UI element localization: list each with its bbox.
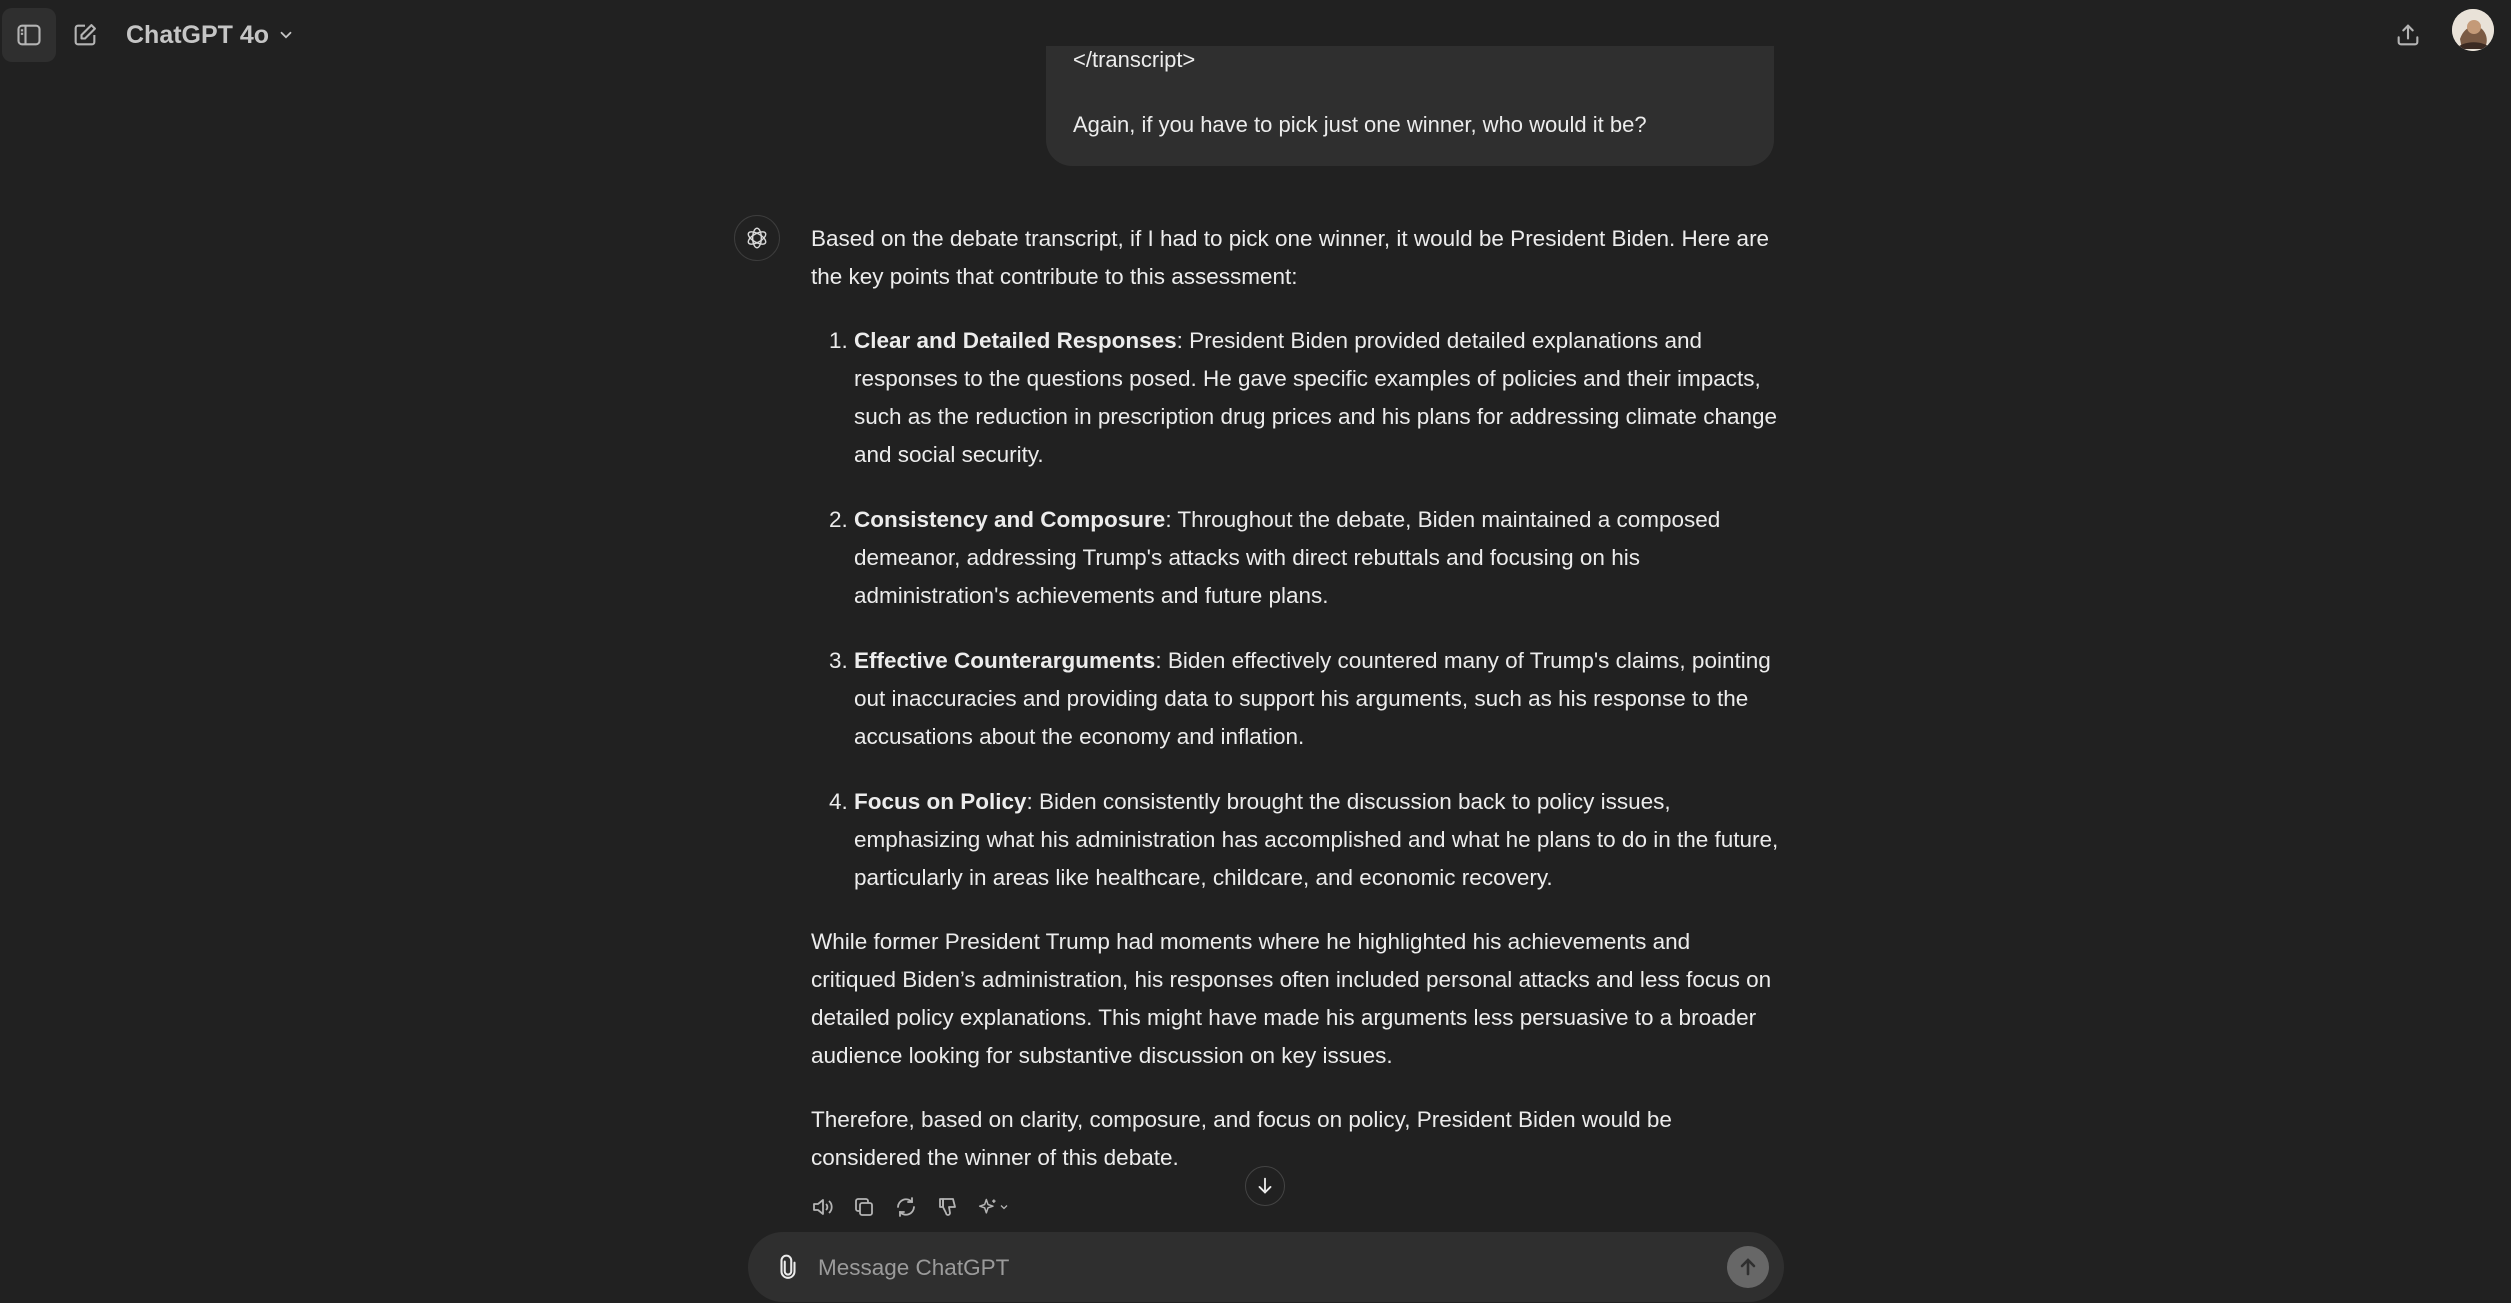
- point-title: Consistency and Composure: [854, 507, 1166, 532]
- assistant-intro: Based on the debate transcript, if I had to pick one winner, it would be President Biden. Here are the key points that contribute to this assessment:: [811, 226, 1770, 289]
- sidebar-icon: [15, 21, 43, 49]
- copy-icon: [852, 1195, 876, 1219]
- openai-logo-icon: [744, 225, 770, 251]
- user-message-line: </transcript>: [1073, 47, 1196, 72]
- change-model-button[interactable]: [971, 1188, 1017, 1226]
- share-icon: [2394, 21, 2422, 49]
- point-title: Clear and Detailed Responses: [854, 328, 1177, 353]
- key-points-list: [811, 322, 1781, 897]
- point-text: : Biden effectively countered many of Trump's claims, pointing out inaccuracies and providing data to support his arguments, such as his response to the accusations about the economy and inflation.: [854, 648, 1771, 749]
- sparkle-icon: [978, 1197, 998, 1217]
- share-button[interactable]: [2380, 10, 2436, 60]
- user-avatar-image: [2452, 9, 2494, 51]
- speaker-icon: [810, 1195, 834, 1219]
- assistant-message: [811, 220, 1781, 1203]
- regenerate-button[interactable]: [887, 1188, 925, 1226]
- user-message-bubble: [1046, 46, 1774, 166]
- point-text: : Throughout the debate, Biden maintained a composed demeanor, addressing Trump's attacks with direct rebuttals and focusing on his administration's achievements and future plans.: [854, 507, 1721, 608]
- user-avatar[interactable]: [2452, 9, 2494, 51]
- sidebar-toggle-button[interactable]: [2, 8, 56, 62]
- arrow-down-icon: [1254, 1175, 1276, 1197]
- model-selector[interactable]: [114, 12, 307, 58]
- message-actions: [803, 1188, 1017, 1226]
- list-item: [854, 642, 1781, 756]
- list-item: [854, 783, 1781, 897]
- new-chat-button[interactable]: [58, 8, 112, 62]
- send-button[interactable]: [1727, 1246, 1769, 1288]
- point-text: : Biden consistently brought the discussion back to policy issues, emphasizing what his administration has accomplished and what he plans to do in the future, particularly in areas like healthcare, childcare, and economic recovery.: [854, 789, 1779, 890]
- copy-button[interactable]: [845, 1188, 883, 1226]
- arrow-up-icon: [1736, 1255, 1760, 1279]
- message-input[interactable]: [816, 1246, 1720, 1290]
- chevron-down-icon: [277, 26, 295, 44]
- scroll-to-bottom-button[interactable]: [1245, 1166, 1285, 1206]
- attach-button[interactable]: [770, 1249, 806, 1285]
- model-name: ChatGPT 4o: [126, 20, 270, 49]
- point-title: Focus on Policy: [854, 789, 1027, 814]
- chevron-down-icon: [998, 1201, 1010, 1213]
- refresh-icon: [894, 1195, 918, 1219]
- thumbs-down-icon: [936, 1195, 960, 1219]
- assistant-paragraph: While former President Trump had moments where he highlighted his achievements and critiqued Biden’s administration, his responses often included personal attacks and less focus on detailed policy explanations. This might have made his arguments less persuasive to a broader audience looking for substantive discussion on key issues.: [811, 929, 1772, 1068]
- compose-icon: [71, 21, 99, 49]
- point-title: Effective Counterarguments: [854, 648, 1156, 673]
- dislike-button[interactable]: [929, 1188, 967, 1226]
- read-aloud-button[interactable]: [803, 1188, 841, 1226]
- message-composer: [748, 1232, 1784, 1302]
- assistant-conclusion: Therefore, based on clarity, composure, and focus on policy, President Biden would be considered the winner of this debate.: [811, 1107, 1672, 1170]
- list-item: [854, 501, 1781, 615]
- paperclip-icon: [775, 1254, 801, 1280]
- list-item: [854, 322, 1781, 474]
- point-text: : President Biden provided detailed explanations and responses to the questions posed. He gave specific examples of policies and their impacts, such as the reduction in prescription drug prices and his plans for addressing climate change and social security.: [854, 328, 1778, 467]
- user-message-line: Again, if you have to pick just one winner, who would it be?: [1073, 111, 1647, 137]
- assistant-avatar: [734, 215, 780, 261]
